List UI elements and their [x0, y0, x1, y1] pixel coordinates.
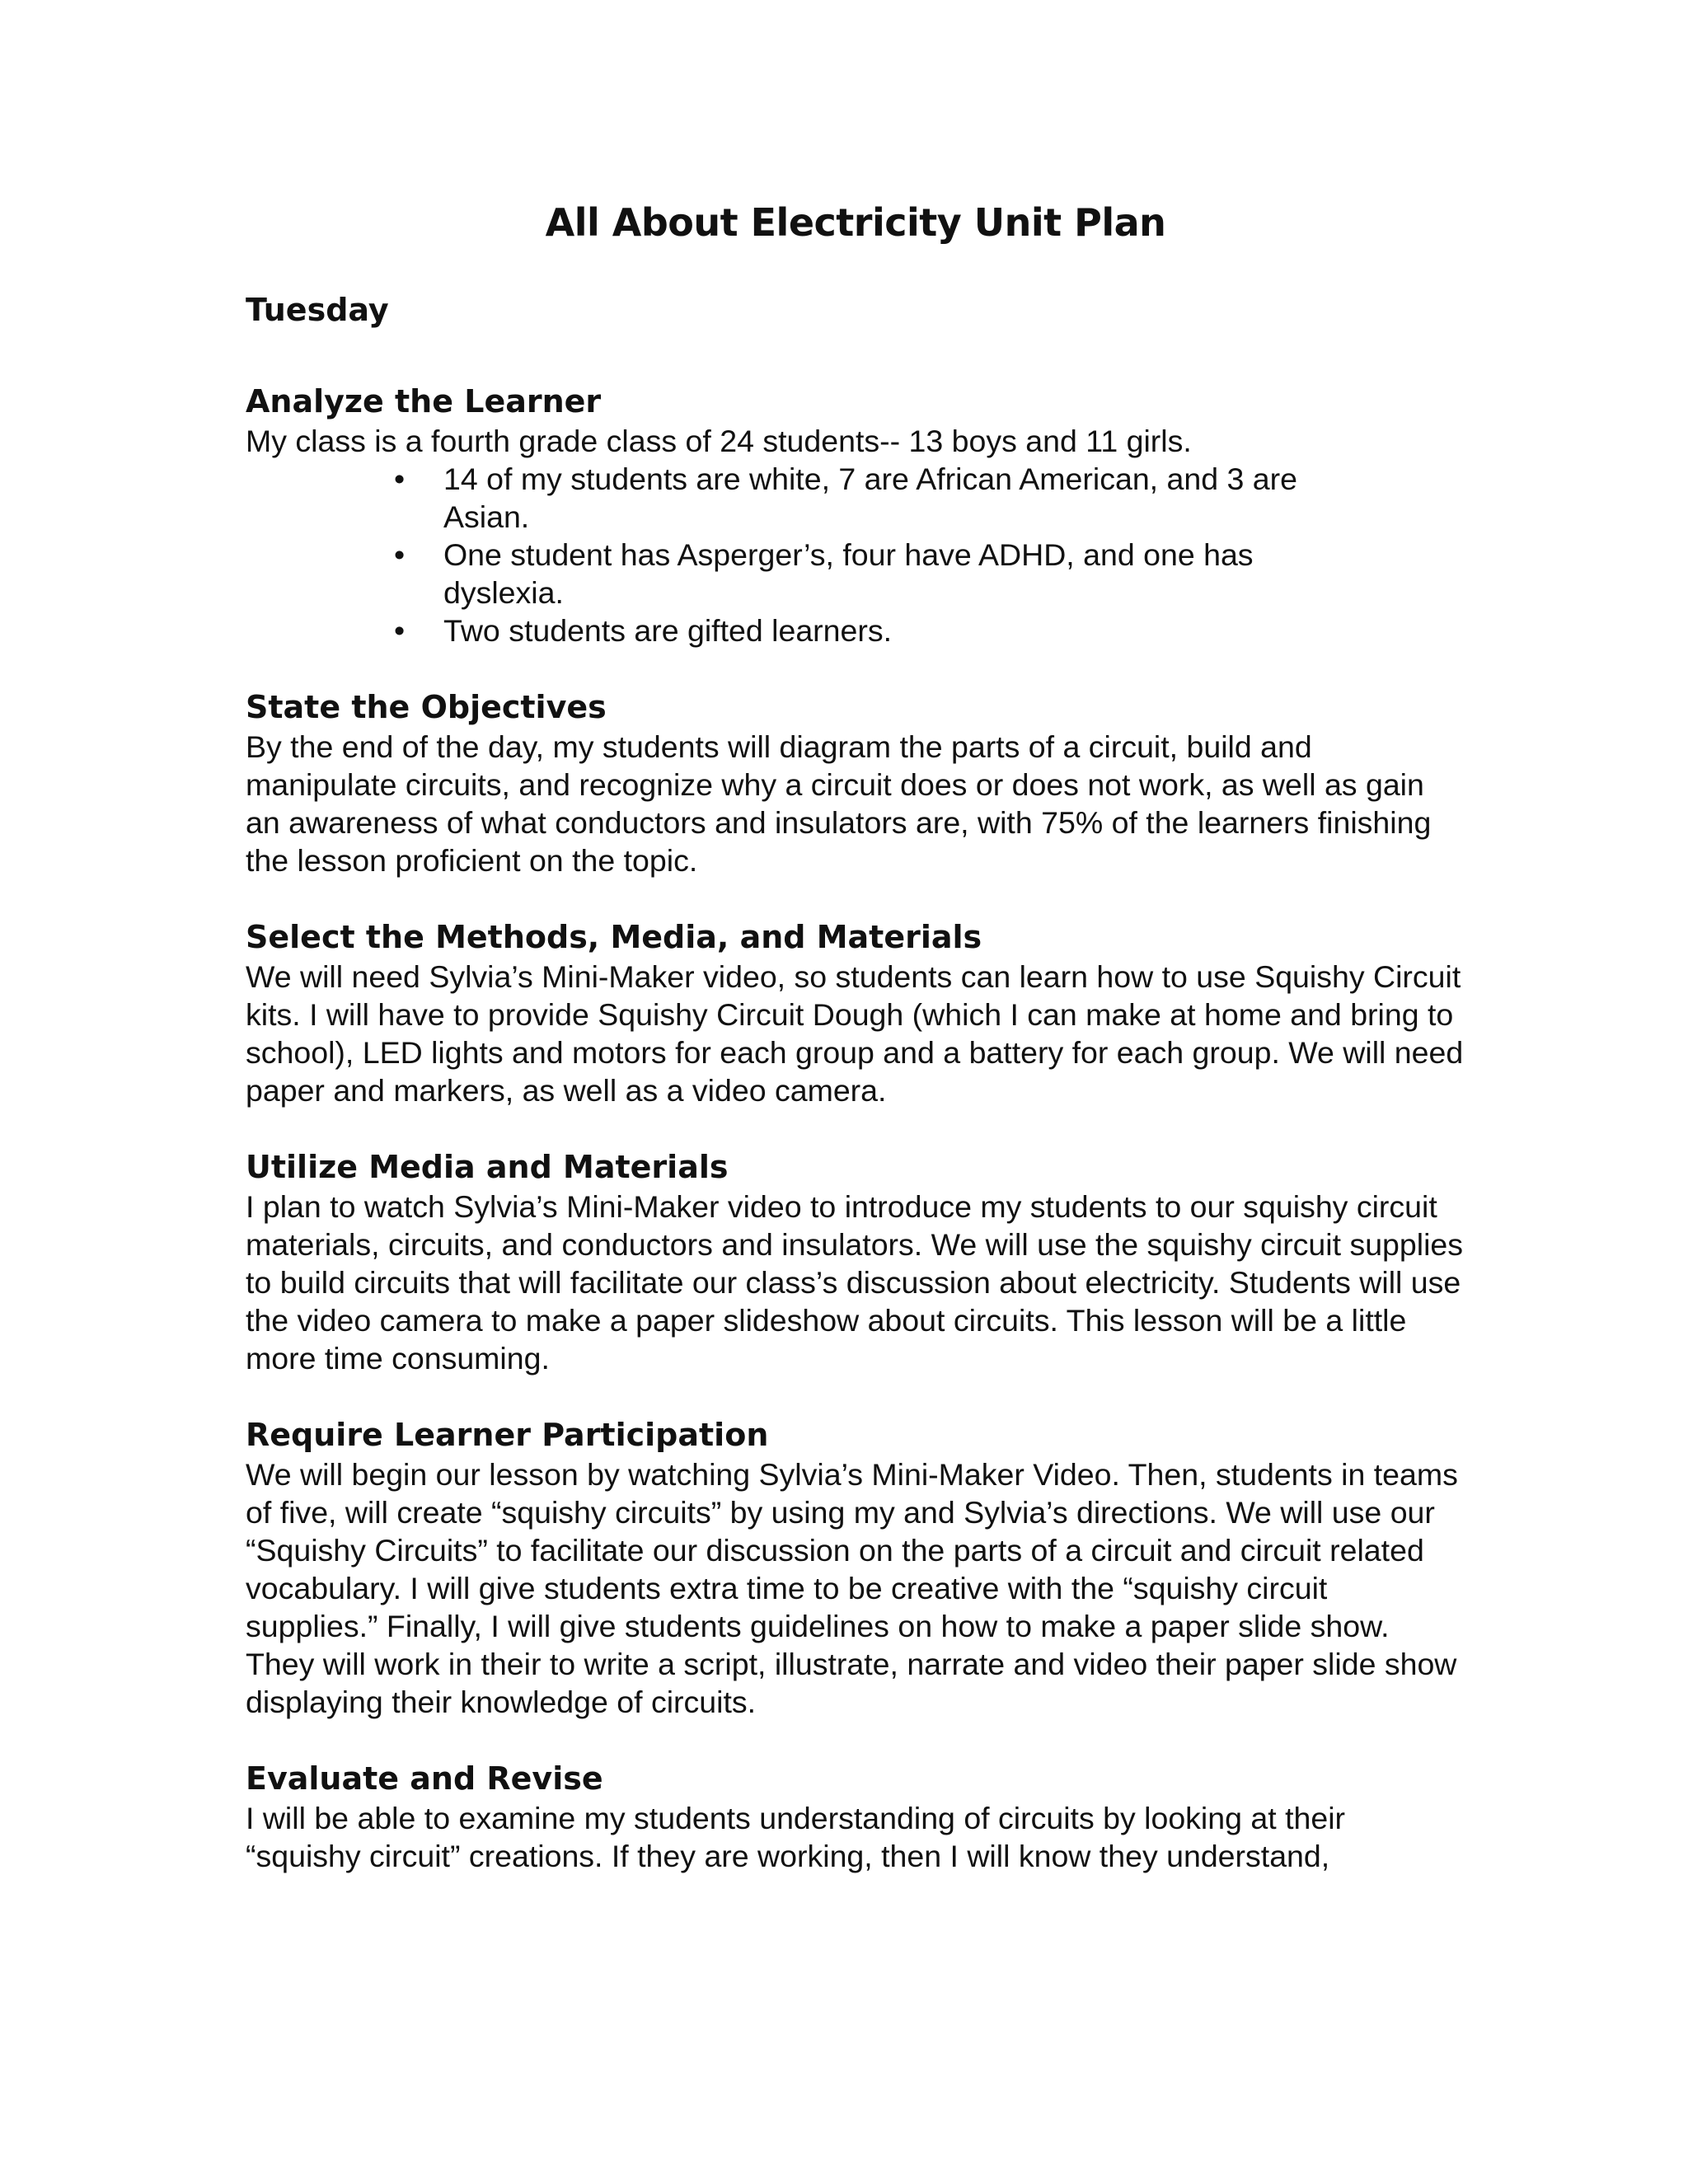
section-heading: Analyze the Learner [246, 383, 602, 419]
bullet-text: 14 of my students are white, 7 are African American, and 3 are Asian. [443, 462, 1297, 534]
section-text: My class is a fourth grade class of 24 students-- 13 boys and 11 girls. [246, 424, 1192, 458]
bullet-icon: • [394, 537, 406, 572]
section-heading: Utilize Media and Materials [246, 1149, 729, 1185]
section-heading: State the Objectives [246, 689, 607, 725]
section-text: I plan to watch Sylvia’s Mini-Maker video to introduce my students to our squishy circuit materials, circuits, and conductors and insulators. We will use the squishy circuit supplies to build circuits that will facilitate our class’s discussion about electricity. Students will use the video camera to make a paper slideshow about circuits. This lesson will be a little more time consuming. [246, 1189, 1464, 1376]
bullet-item [394, 460, 1367, 536]
section-analyze-learner [246, 381, 1465, 649]
section-heading: Evaluate and Revise [246, 1760, 603, 1797]
section-text: We will need Sylvia’s Mini-Maker video, so students can learn how to use Squishy Circuit kits. I will have to provide Squishy Circuit Dough (which I can make at home and bring to school), LED lights and motors for each group and a battery for each group. We will need paper and markers, as well as a video camera. [246, 959, 1464, 1108]
document-title: All About Electricity Unit Plan [545, 200, 1166, 245]
bullet-list [246, 460, 1465, 649]
section-select-methods [246, 916, 1465, 1109]
section-state-objectives [246, 687, 1465, 879]
section-heading: Require Learner Participation [246, 1417, 769, 1453]
bullet-icon: • [394, 613, 406, 648]
day-heading: Tuesday [246, 292, 389, 328]
bullet-item [394, 612, 1367, 649]
section-text: We will begin our lesson by watching Sylvia’s Mini-Maker Video. Then, students in teams of five, will create “squishy circuits” by using my and Sylvia’s directions. We will use our “Squishy Circuits” to facilitate our discussion on the parts of a circuit and circuit related vocabulary. I will give students extra time to be creative with the “squishy circuit supplies.” Finally, I will give students guidelines on how to make a paper slide show. They will work in their to write a script, illustrate, narrate and video their paper slide show displaying their knowledge of circuits. [246, 1457, 1458, 1719]
section-evaluate-revise [246, 1758, 1465, 1875]
bullet-text: One student has Asperger’s, four have ADHD, and one has dyslexia. [443, 537, 1254, 610]
bullet-icon: • [394, 462, 406, 496]
section-heading: Select the Methods, Media, and Materials [246, 919, 982, 955]
bullet-item [394, 536, 1367, 612]
section-text: I will be able to examine my students understanding of circuits by looking at their “squishy circuit” creations. If they are working, then I will know they understand, [246, 1801, 1346, 1873]
section-utilize-media [246, 1146, 1465, 1377]
section-require-participation [246, 1414, 1465, 1721]
section-text: By the end of the day, my students will diagram the parts of a circuit, build and manipulate circuits, and recognize why a circuit does or does not work, as well as gain an awareness of what conductors and insulators are, with 75% of the learners finishing the lesson proficient on the topic. [246, 729, 1432, 878]
bullet-text: Two students are gifted learners. [443, 613, 893, 648]
document-page [246, 198, 1465, 1912]
